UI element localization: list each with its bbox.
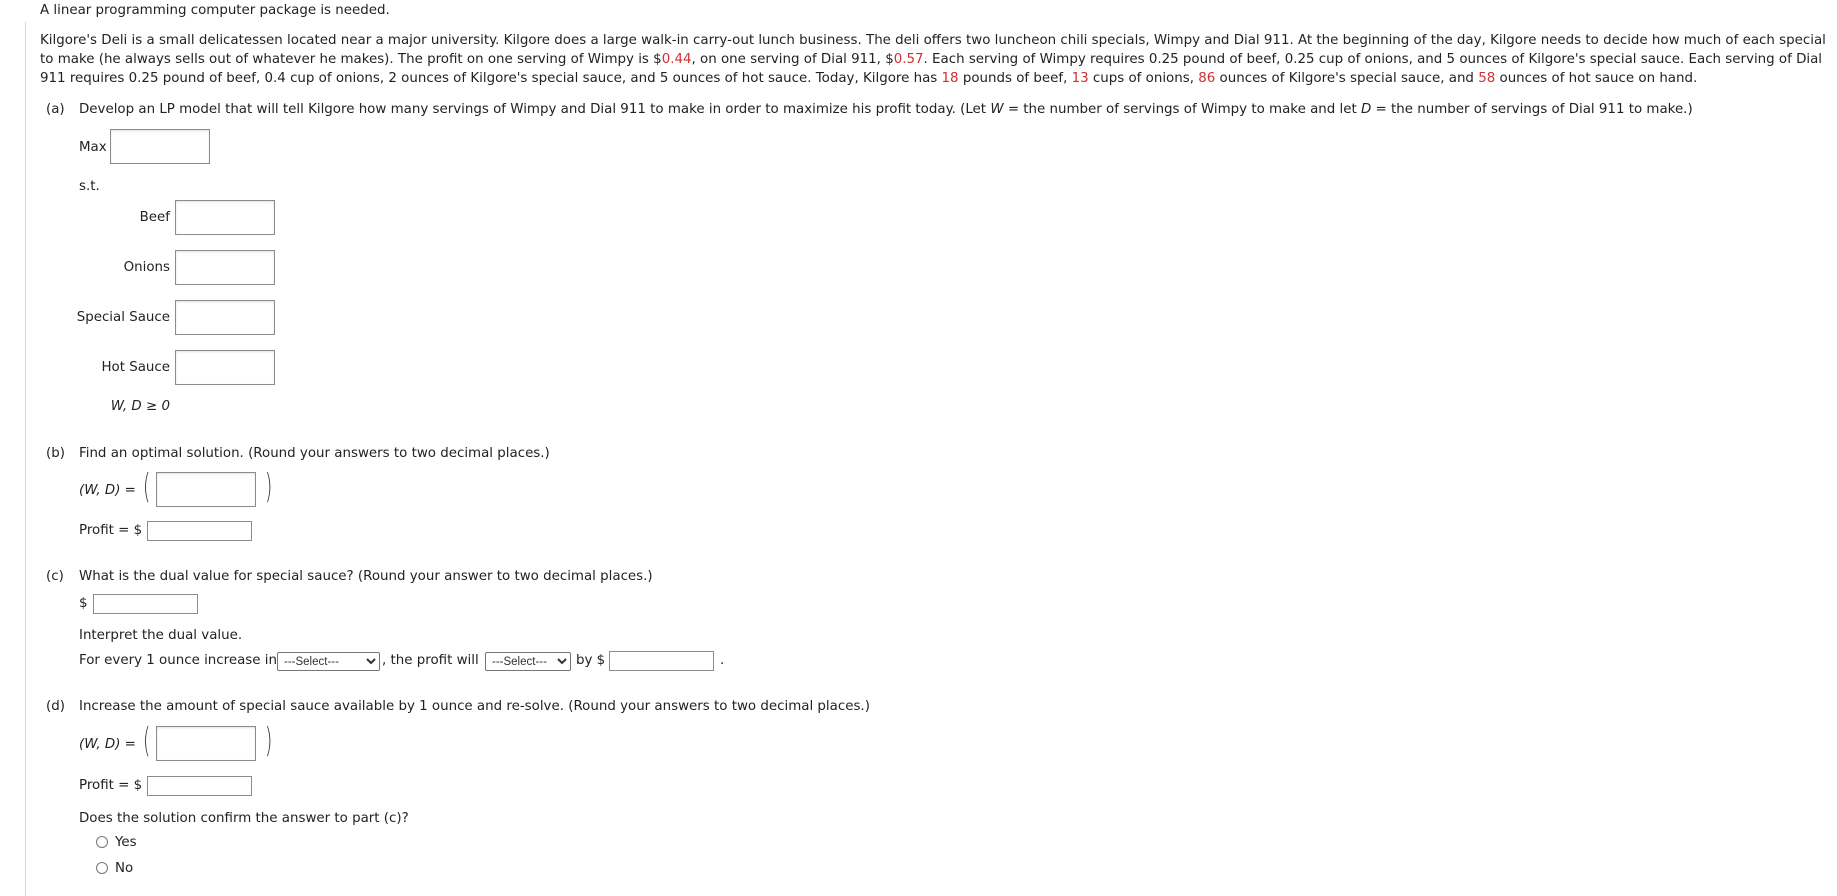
open-paren: ( xyxy=(142,467,151,507)
part-c-letter: (c) xyxy=(46,569,64,584)
profit-label-b: Profit = $ xyxy=(79,523,143,538)
profit-input-d[interactable] xyxy=(147,776,252,796)
intro-text: . Each serving of Wimpy requires 0.25 pound of beef, 0.25 cup of onions, and 5 ounces of Kilgore's special sauce. Each serving of Dial 911 requires 0.25 pound of beef, 0.4 cup of onions, 2 ounces of Kilgore's special sauce, and 5 ounces of hot sauce. Today, Kilgore has xyxy=(40,52,1823,86)
constraint-label-onions: Onions xyxy=(123,260,170,275)
resource-select[interactable] xyxy=(277,652,380,671)
dollar-sign: $ xyxy=(79,596,88,611)
part-a-text: = the number of servings of Wimpy to make and let xyxy=(1003,102,1361,117)
constraint-label-beef: Beef xyxy=(139,210,170,225)
part-d-question: Increase the amount of special sauce available by 1 ounce and re-solve. (Round your answers to two decimal places.) xyxy=(79,699,870,714)
close-paren: ) xyxy=(264,721,273,761)
wimpy-profit-value: 0.44 xyxy=(661,52,692,67)
st-label: s.t. xyxy=(79,179,100,194)
no-label[interactable]: No xyxy=(115,861,134,876)
beef-amount-value: 18 xyxy=(941,71,959,86)
part-a-text: = the number of servings of Dial 911 to make.) xyxy=(1371,102,1693,117)
part-c-question: What is the dual value for special sauce? (Round your answer to two decimal places.) xyxy=(79,569,653,584)
part-d-letter: (d) xyxy=(46,699,65,714)
interpret-sentence-start: For every 1 ounce increase in xyxy=(79,653,277,668)
interpret-label: Interpret the dual value. xyxy=(79,628,243,643)
profit-input-b[interactable] xyxy=(147,521,252,541)
yes-label[interactable]: Yes xyxy=(115,835,137,850)
special-sauce-constraint-input[interactable] xyxy=(175,300,275,335)
profit-label-d: Profit = $ xyxy=(79,778,143,793)
nonnegativity-constraint: W, D ≥ 0 xyxy=(110,399,170,414)
part-a-text: Develop an LP model that will tell Kilgore how many servings of Wimpy and Dial 911 to make in order to maximize his profit today. (Let xyxy=(79,102,991,117)
interpret-sentence-mid: , the profit will xyxy=(382,653,479,668)
var-w: W xyxy=(990,102,1004,117)
constraint-label-special-sauce: Special Sauce xyxy=(76,310,170,325)
interpret-sentence-end: by $ xyxy=(576,653,606,668)
wd-label-d: (W, D) = xyxy=(79,737,136,752)
wd-input-d[interactable] xyxy=(156,726,256,761)
intro-text: cups of onions, xyxy=(1088,71,1199,86)
yes-radio[interactable] xyxy=(96,836,108,848)
problem-statement xyxy=(40,31,1830,88)
close-paren: ) xyxy=(264,467,273,507)
onions-constraint-input[interactable] xyxy=(175,250,275,285)
wd-label-b: (W, D) = xyxy=(79,483,136,498)
intro-text: ounces of Kilgore's special sauce, and xyxy=(1215,71,1479,86)
open-paren: ( xyxy=(142,721,151,761)
constraint-label-hot-sauce: Hot Sauce xyxy=(101,360,170,375)
intro-text: ounces of hot sauce on hand. xyxy=(1495,71,1698,86)
beef-constraint-input[interactable] xyxy=(175,200,275,235)
dual-value-input[interactable] xyxy=(93,594,198,614)
part-b-question: Find an optimal solution. (Round your answers to two decimal places.) xyxy=(79,446,550,461)
dial-profit-value: 0.57 xyxy=(893,52,924,67)
objective-input[interactable] xyxy=(110,129,210,164)
part-a-question xyxy=(79,102,1693,117)
intro-text: , on one serving of Dial 911, $ xyxy=(691,52,894,67)
period: . xyxy=(720,653,725,668)
part-b-letter: (b) xyxy=(46,446,65,461)
content-border xyxy=(25,22,26,896)
problem-header: A linear programming computer package is needed. xyxy=(40,3,390,18)
var-d: D xyxy=(1360,102,1372,117)
hot-sauce-constraint-input[interactable] xyxy=(175,350,275,385)
intro-text: Kilgore's Deli is a small delicatessen located near a major university. Kilgore does a large walk-in carry-out lunch business. The deli offers two luncheon chili specials, Wimpy and Dial 911. At the beginning of the day, Kilgore needs to decide how much of each special to make (he always sells out of whatever he makes). The profit on one serving of Wimpy is $ xyxy=(40,33,1826,67)
dual-amount-input[interactable] xyxy=(609,651,714,671)
wd-input-b[interactable] xyxy=(156,472,256,507)
direction-select[interactable] xyxy=(485,652,571,671)
part-a-letter: (a) xyxy=(46,102,65,117)
sauce-amount-value: 86 xyxy=(1198,71,1216,86)
hot-sauce-amount-value: 58 xyxy=(1478,71,1496,86)
max-label: Max xyxy=(79,140,107,155)
confirm-question: Does the solution confirm the answer to part (c)? xyxy=(79,811,409,826)
onions-amount-value: 13 xyxy=(1071,71,1089,86)
no-radio[interactable] xyxy=(96,862,108,874)
intro-text: pounds of beef, xyxy=(958,71,1072,86)
